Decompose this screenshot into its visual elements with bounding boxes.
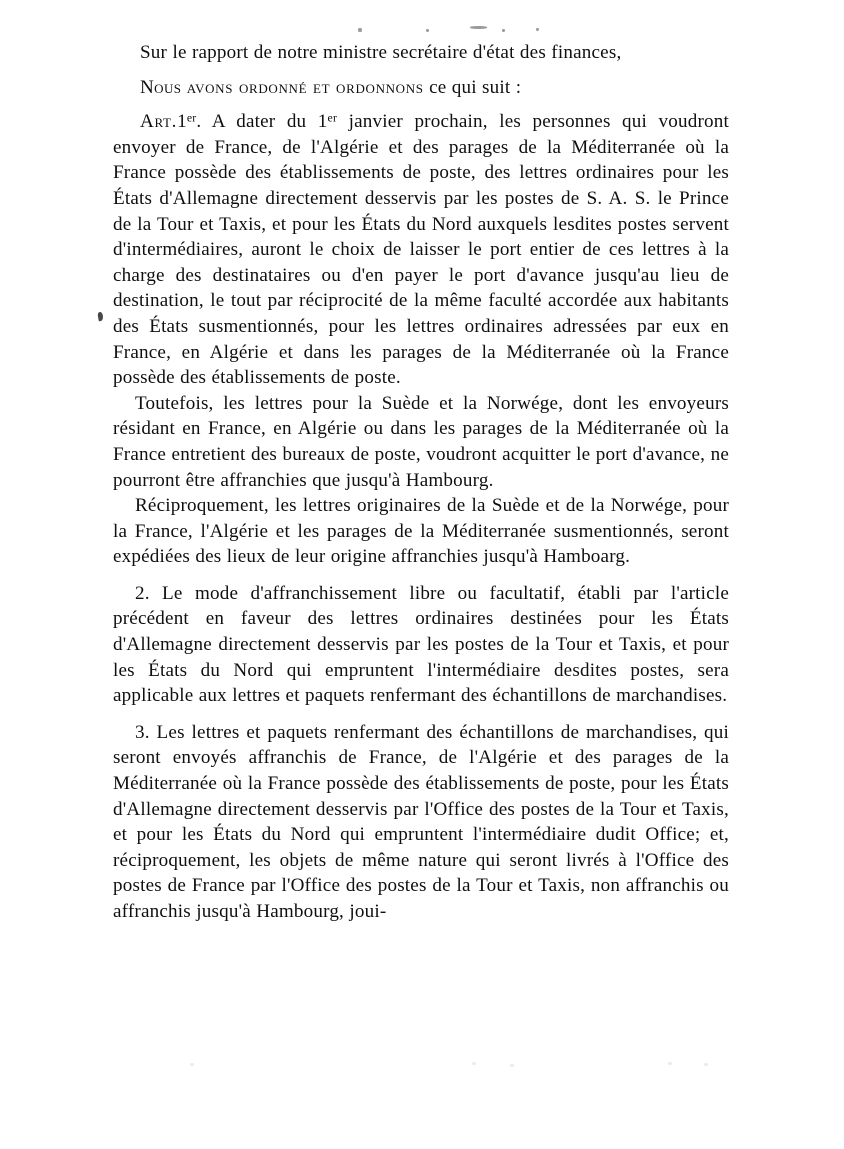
- scan-artifact-bottom: [180, 1061, 740, 1069]
- ordinance-tail: ce qui suit :: [429, 76, 522, 98]
- article-1-number-sup: er: [186, 110, 197, 125]
- preamble-line: Sur le rapport de notre ministre secrétaire d'état des finances,: [140, 42, 622, 63]
- ordinance-line: [113, 75, 729, 101]
- ordinance-smallcaps: avons ordonné et ordonnons: [186, 76, 424, 98]
- article-1-label: Art.: [140, 111, 178, 133]
- article-1-number: 1: [177, 111, 187, 133]
- paragraph-reciproquement: Réciproquement, les lettres originaires de la Suède et de la Norwége, pour la France, l'Algérie et les parages de la Méditerranée susmentionnés, seront expédiées des lieux de leur origine affranchies jusqu'à Hamboarg.: [113, 495, 729, 568]
- article-1-text: janvier prochain, les personnes qui voudront envoyer de France, de l'Algérie et des parages de la Méditerranée où la France possède des établissements de poste, des lettres ordinaires pour les États d'Allemagne directement desservis par les postes de S. A. S. le Prince de la Tour et Taxis, et pour les États du Nord auxquels lesdites postes servent d'intermédiaires, auront le choix de laisser le port entier de ces lettres à la charge des destinataires ou d'en payer le port d'avance jusqu'au lieu de destination, le tout par réciprocité de la même faculté accordée aux habitants des États susmentionnés, pour les lettres ordinaires adressées par eux en France, en Algérie et dans les parages de la Méditerranée où la France possède des établissements de poste.: [113, 111, 729, 389]
- article-2-paragraph: 2. Le mode d'affranchissement libre ou facultatif, établi par l'article précédent en faveur des lettres ordinaires destinées pour les États d'Allemagne directement desservis par les postes de la Tour et Taxis, et pour les États du Nord qui empruntent l'intermédiaire desdites postes, sera applicable aux lettres et paquets renfermant des échantillons de marchandises.: [113, 582, 729, 707]
- paragraph-toutefois: Toutefois, les lettres pour la Suède et la Norwége, dont les envoyeurs résidant en France, en Algérie ou dans les parages de la Méditerranée où la France entretient des bureaux de poste, voudront acquitter le port d'avance, ne pourront être affranchies que jusqu'à Hambourg.: [113, 392, 729, 491]
- margin-ink-mark: [97, 312, 103, 322]
- article-1-paragraph: [113, 109, 729, 391]
- text-column: [113, 40, 729, 925]
- article-1-date-number: 1: [317, 111, 328, 133]
- ordinance-lead: Nous: [140, 76, 182, 98]
- article-1-date-sup: er: [327, 110, 338, 125]
- article-3-paragraph: 3. Les lettres et paquets renfermant des échantillons de marchandises, qui seront envoyés affranchis de France, de l'Algérie et des parages de la Méditerranée où la France possède des établissements de poste, pour les États d'Allemagne directement desservis par l'Office des postes de la Tour et Taxis, et pour les États du Nord qui empruntent l'intermédiaire dudit Office; et, réciproquement, les objets de même nature qui seront livrés à l'Office des postes de France par l'Office des postes de la Tour et Taxis, non affranchis ou affranchis jusqu'à Hambourg, joui-: [113, 721, 729, 922]
- scan-artifact-top: [330, 22, 580, 36]
- article-1-after-number: . A dater du: [196, 111, 318, 133]
